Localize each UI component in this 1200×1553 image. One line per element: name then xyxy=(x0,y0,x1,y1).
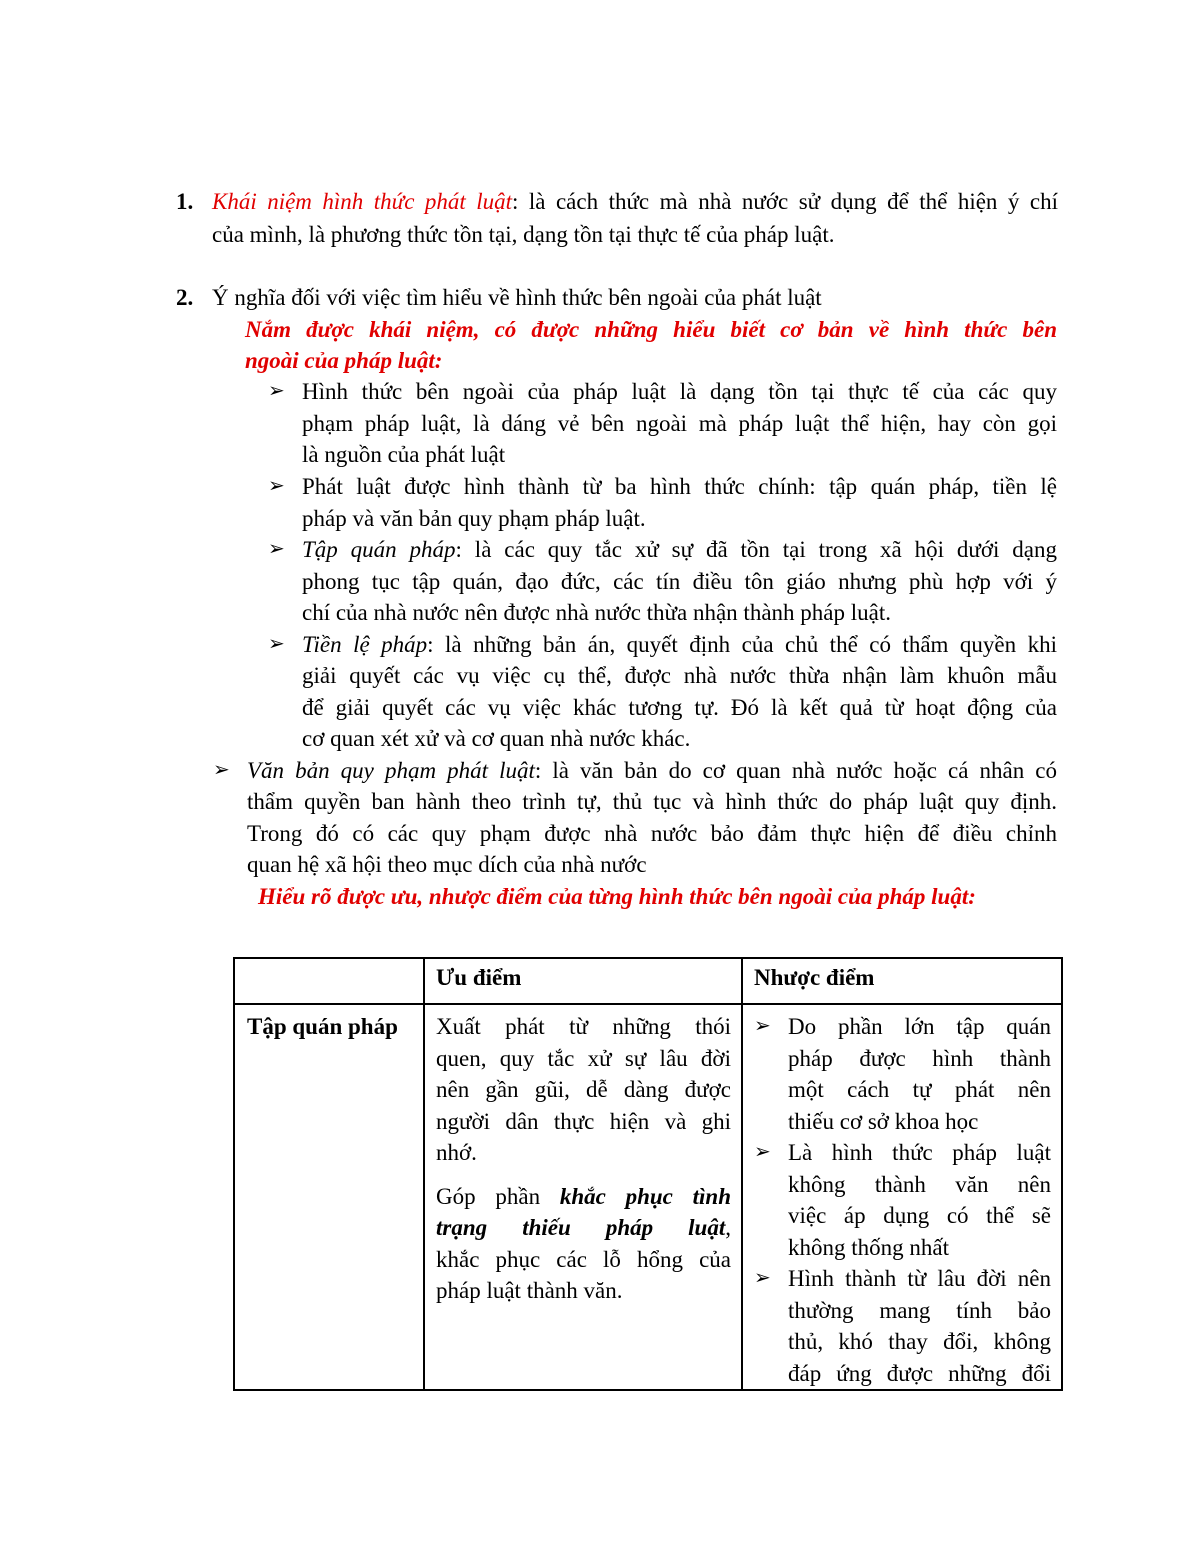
section-1-line-1 xyxy=(212,186,1058,217)
disadvantage-line: không thống nhất xyxy=(788,1234,949,1260)
bullet-4-line-1 xyxy=(302,629,1057,660)
outer-bullet-line-1 xyxy=(247,755,1057,786)
outer-bullet-line-2: thẩm quyền ban hành theo trình tự, thủ tục và hình thức do pháp luật quy định. xyxy=(247,789,1057,814)
section-1-line-2: của mình, là phương thức tồn tại, dạng tồn tại thực tế của pháp luật. xyxy=(212,222,835,247)
bullet-2-line-2: pháp và văn bản quy phạm pháp luật. xyxy=(302,506,646,531)
bullet-2-line-1: Phát luật được hình thành từ ba hình thức chính: tập quán pháp, tiền lệ xyxy=(302,474,1057,499)
bullet-4-definition: : là những bản án, quyết định của chủ thể có thẩm quyền khi xyxy=(427,632,1057,657)
section-1-term: Khái niệm hình thức phát luật xyxy=(212,189,513,214)
table-header-row xyxy=(234,958,1062,1004)
bullet-4-line-4: cơ quan xét xử và cơ quan nhà nước khác. xyxy=(302,726,691,751)
bullet-4-term: Tiền lệ pháp xyxy=(302,632,428,657)
disadvantage-line: pháp được hình thành xyxy=(788,1045,1051,1071)
bullet-3-line-3: chí của nhà nước nên được nhà nước thừa nhận thành pháp luật. xyxy=(302,600,891,625)
arrow-bullet-icon: ➢ xyxy=(754,1015,771,1037)
table-row xyxy=(234,1004,1062,1390)
disadvantage-line: Là hình thức pháp luật xyxy=(788,1140,1051,1165)
bullet-3-definition: : là các quy tắc xử sự đã tồn tại trong xã hội dưới dạng xyxy=(455,537,1057,562)
disadvantage-line: thường mang tính bảo xyxy=(788,1297,1051,1323)
disadvantages-content xyxy=(743,1005,1061,1389)
comparison-table xyxy=(233,957,1063,1391)
section-2-heading: Ý nghĩa đối với việc tìm hiểu về hình thức bên ngoài của phát luật xyxy=(212,285,822,310)
arrow-bullet-icon: ➢ xyxy=(268,380,285,402)
bullet-3-term: Tập quán pháp xyxy=(302,537,456,562)
advantages-content xyxy=(425,1005,741,1307)
section-2-number: 2. xyxy=(176,285,194,310)
disadvantage-line: thiếu cơ sở khoa học xyxy=(788,1108,979,1134)
row-label: Tập quán pháp xyxy=(247,1014,398,1039)
outer-bullet-line-3: Trong đó có các quy phạm được nhà nước bảo đảm thực hiện để điều chỉnh xyxy=(247,821,1057,846)
bullet-4-line-3: để giải quyết các vụ việc khác tương tự. Đó là kết quả từ hoạt động của xyxy=(302,695,1057,720)
bullet-4-line-2: giải quyết các vụ việc cụ thể, được nhà nước thừa nhận làm khuôn mẫu xyxy=(302,663,1057,688)
outer-bullet-term: Văn bản quy phạm phát luật xyxy=(247,758,535,783)
arrow-bullet-icon: ➢ xyxy=(268,538,285,560)
outer-bullet-line-4: quan hệ xã hội theo mục dích của nhà nước xyxy=(247,852,647,877)
table-header-empty xyxy=(234,958,424,1004)
arrow-bullet-icon: ➢ xyxy=(268,633,285,655)
arrow-bullet-icon: ➢ xyxy=(754,1267,771,1289)
disadvantage-line: không thành văn nên xyxy=(788,1171,1051,1197)
table-header-advantages xyxy=(424,958,742,1004)
advantages-cell xyxy=(424,1004,742,1390)
section-2-red-line-3: Hiểu rõ được ưu, nhược điểm của từng hình thức bên ngoài của pháp luật: xyxy=(258,884,976,909)
disadvantage-line: đáp ứng được những đổi xyxy=(788,1360,1051,1386)
bullet-3-line-1 xyxy=(302,534,1057,565)
advantages-line: nhớ. xyxy=(436,1140,477,1165)
disadvantage-item xyxy=(754,1137,1051,1263)
arrow-bullet-icon: ➢ xyxy=(213,759,230,781)
disadvantage-item xyxy=(754,1011,1051,1137)
section-2-red-line-2: ngoài của pháp luật: xyxy=(245,348,443,373)
section-1-definition: : là cách thức mà nhà nước sử dụng để thể hiện ý chí xyxy=(512,189,1058,214)
advantages-line: trạng thiếu pháp luật, xyxy=(436,1215,731,1240)
section-1-number: 1. xyxy=(176,189,194,214)
arrow-bullet-icon: ➢ xyxy=(754,1141,771,1163)
advantages-line: Góp phần khắc phục tình xyxy=(436,1183,731,1209)
disadvantage-line: Hình thành từ lâu đời nên xyxy=(788,1266,1051,1291)
advantages-line: quen, quy tắc xử sự lâu đời xyxy=(436,1045,731,1071)
disadvantage-line: thủ, khó thay đổi, không xyxy=(788,1329,1051,1354)
advantages-header-label: Ưu điểm xyxy=(436,965,522,990)
bullet-1-line-2: phạm pháp luật, là dáng vẻ bên ngoài mà pháp luật thể hiện, hay còn gọi xyxy=(302,411,1057,436)
disadvantage-item xyxy=(754,1263,1051,1389)
disadvantages-cell xyxy=(742,1004,1062,1390)
advantages-line: người dân thực hiện và ghi xyxy=(436,1108,731,1134)
disadvantages-header-label: Nhược điểm xyxy=(754,965,875,990)
bullet-1-line-1: Hình thức bên ngoài của pháp luật là dạng tồn tại thực tế của các quy xyxy=(302,379,1057,404)
disadvantage-line: Do phần lớn tập quán xyxy=(788,1014,1051,1039)
section-2-red-line-1: Nắm được khái niệm, có được những hiểu biết cơ bản về hình thức bên xyxy=(245,317,1057,342)
table-header-disadvantages xyxy=(742,958,1062,1004)
outer-bullet-definition: : là văn bản do cơ quan nhà nước hoặc cá nhân có xyxy=(534,758,1057,783)
bullet-3-line-2: phong tục tập quán, đạo đức, các tín điều tôn giáo nhưng phù hợp với ý xyxy=(302,569,1057,594)
advantages-line: nên gần gũi, dễ dàng được xyxy=(436,1077,731,1102)
bullet-1-line-3: là nguồn của phát luật xyxy=(302,442,506,467)
disadvantage-line: một cách tự phát nên xyxy=(788,1077,1051,1102)
advantages-line: Xuất phát từ những thói xyxy=(436,1014,731,1039)
disadvantage-line: việc áp dụng có thể sẽ xyxy=(788,1203,1051,1228)
advantages-line: pháp luật thành văn. xyxy=(436,1278,623,1303)
advantages-line: khắc phục các lỗ hổng của xyxy=(436,1246,731,1272)
arrow-bullet-icon: ➢ xyxy=(268,475,285,497)
row-label-cell xyxy=(234,1004,424,1390)
